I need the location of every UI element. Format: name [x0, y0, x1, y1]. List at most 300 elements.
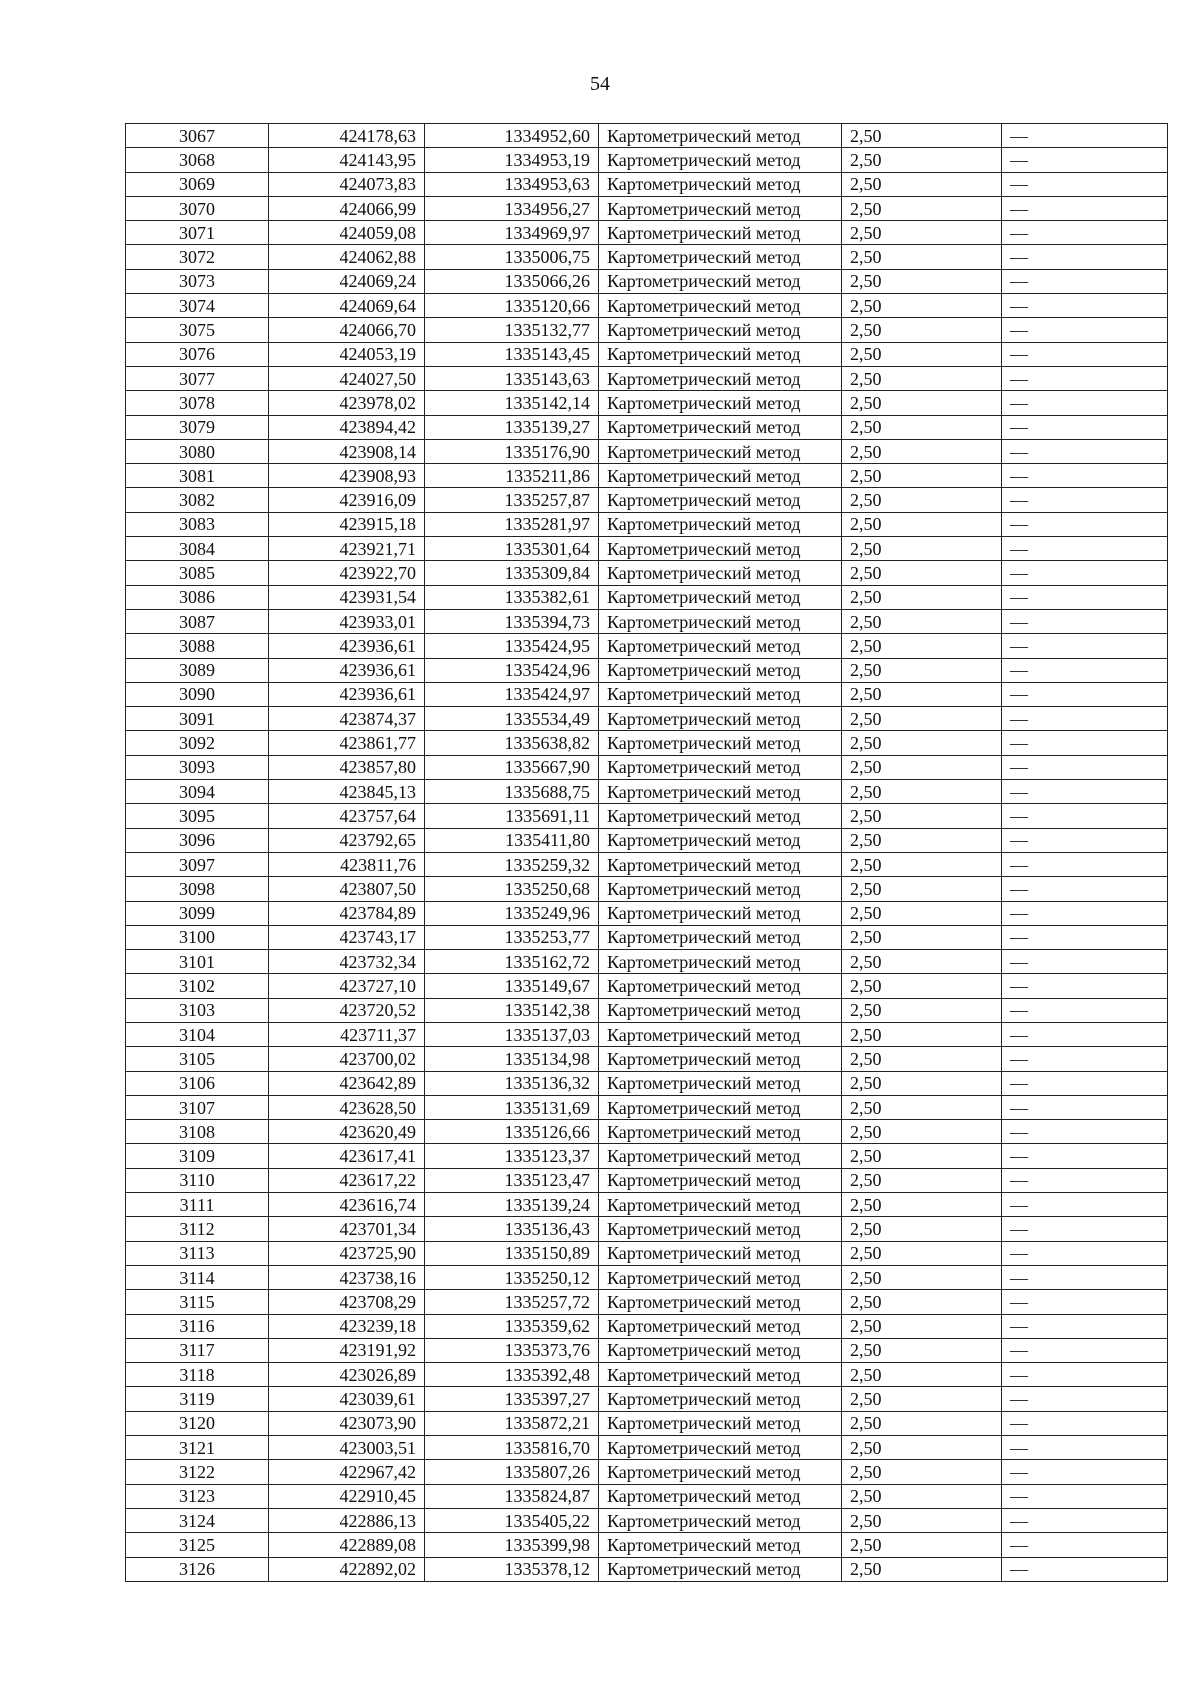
table-row: [126, 537, 1168, 561]
method-cell: Картометрический метод: [599, 1387, 842, 1411]
page-number: 54: [590, 73, 610, 95]
y-coordinate-cell: 1335250,68: [425, 877, 599, 901]
point-number-cell: 3078: [126, 391, 269, 415]
x-coordinate-cell: 423727,10: [269, 974, 425, 998]
table-row: [126, 512, 1168, 536]
method-cell: Картометрический метод: [599, 342, 842, 366]
accuracy-cell: 2,50: [842, 366, 1002, 390]
y-coordinate-cell: 1335139,24: [425, 1193, 599, 1217]
method-cell: Картометрический метод: [599, 366, 842, 390]
point-number-cell: 3082: [126, 488, 269, 512]
accuracy-cell: 2,50: [842, 1363, 1002, 1387]
point-number-cell: 3092: [126, 731, 269, 755]
note-cell: —: [1002, 1095, 1168, 1119]
note-cell: —: [1002, 342, 1168, 366]
note-cell: —: [1002, 512, 1168, 536]
table-row: [126, 1047, 1168, 1071]
note-cell: —: [1002, 1436, 1168, 1460]
table-row: [126, 1071, 1168, 1095]
point-number-cell: 3109: [126, 1144, 269, 1168]
y-coordinate-cell: 1335136,43: [425, 1217, 599, 1241]
note-cell: —: [1002, 488, 1168, 512]
table-row: [126, 804, 1168, 828]
y-coordinate-cell: 1335134,98: [425, 1047, 599, 1071]
point-number-cell: 3113: [126, 1241, 269, 1265]
method-cell: Картометрический метод: [599, 1290, 842, 1314]
y-coordinate-cell: 1335359,62: [425, 1314, 599, 1338]
x-coordinate-cell: 423732,34: [269, 950, 425, 974]
y-coordinate-cell: 1335816,70: [425, 1436, 599, 1460]
note-cell: —: [1002, 901, 1168, 925]
y-coordinate-cell: 1334953,63: [425, 172, 599, 196]
table-row: [126, 1217, 1168, 1241]
note-cell: —: [1002, 1193, 1168, 1217]
y-coordinate-cell: 1335162,72: [425, 950, 599, 974]
table-row: [126, 950, 1168, 974]
table-row: [126, 1193, 1168, 1217]
method-cell: Картометрический метод: [599, 561, 842, 585]
note-cell: —: [1002, 366, 1168, 390]
point-number-cell: 3110: [126, 1168, 269, 1192]
note-cell: —: [1002, 585, 1168, 609]
method-cell: Картометрический метод: [599, 124, 842, 148]
accuracy-cell: 2,50: [842, 512, 1002, 536]
table-row: [126, 682, 1168, 706]
note-cell: —: [1002, 682, 1168, 706]
x-coordinate-cell: 423725,90: [269, 1241, 425, 1265]
accuracy-cell: 2,50: [842, 1217, 1002, 1241]
note-cell: —: [1002, 804, 1168, 828]
method-cell: Картометрический метод: [599, 1217, 842, 1241]
x-coordinate-cell: 422967,42: [269, 1460, 425, 1484]
note-cell: —: [1002, 1071, 1168, 1095]
method-cell: Картометрический метод: [599, 950, 842, 974]
y-coordinate-cell: 1335392,48: [425, 1363, 599, 1387]
x-coordinate-cell: 424053,19: [269, 342, 425, 366]
x-coordinate-cell: 423922,70: [269, 561, 425, 585]
point-number-cell: 3122: [126, 1460, 269, 1484]
method-cell: Картометрический метод: [599, 1071, 842, 1095]
table-row: [126, 852, 1168, 876]
method-cell: Картометрический метод: [599, 974, 842, 998]
method-cell: Картометрический метод: [599, 828, 842, 852]
table-row: [126, 731, 1168, 755]
accuracy-cell: 2,50: [842, 1120, 1002, 1144]
y-coordinate-cell: 1335824,87: [425, 1484, 599, 1508]
point-number-cell: 3100: [126, 925, 269, 949]
accuracy-cell: 2,50: [842, 609, 1002, 633]
note-cell: —: [1002, 221, 1168, 245]
x-coordinate-cell: 423711,37: [269, 1022, 425, 1046]
point-number-cell: 3103: [126, 998, 269, 1022]
note-cell: —: [1002, 1533, 1168, 1557]
table-row: [126, 1168, 1168, 1192]
note-cell: —: [1002, 294, 1168, 318]
table-row: [126, 1411, 1168, 1435]
y-coordinate-cell: 1335006,75: [425, 245, 599, 269]
accuracy-cell: 2,50: [842, 925, 1002, 949]
accuracy-cell: 2,50: [842, 901, 1002, 925]
method-cell: Картометрический метод: [599, 925, 842, 949]
note-cell: —: [1002, 1265, 1168, 1289]
point-number-cell: 3074: [126, 294, 269, 318]
x-coordinate-cell: 423239,18: [269, 1314, 425, 1338]
accuracy-cell: 2,50: [842, 1387, 1002, 1411]
point-number-cell: 3096: [126, 828, 269, 852]
y-coordinate-cell: 1335150,89: [425, 1241, 599, 1265]
accuracy-cell: 2,50: [842, 950, 1002, 974]
y-coordinate-cell: 1335149,67: [425, 974, 599, 998]
x-coordinate-cell: 423908,14: [269, 439, 425, 463]
y-coordinate-cell: 1335132,77: [425, 318, 599, 342]
method-cell: Картометрический метод: [599, 1265, 842, 1289]
x-coordinate-cell: 423738,16: [269, 1265, 425, 1289]
point-number-cell: 3072: [126, 245, 269, 269]
method-cell: Картометрический метод: [599, 901, 842, 925]
table-row: [126, 1387, 1168, 1411]
method-cell: Картометрический метод: [599, 1508, 842, 1532]
accuracy-cell: 2,50: [842, 464, 1002, 488]
y-coordinate-cell: 1335176,90: [425, 439, 599, 463]
method-cell: Картометрический метод: [599, 172, 842, 196]
table-row: [126, 1290, 1168, 1314]
table-row: [126, 366, 1168, 390]
table-row: [126, 464, 1168, 488]
note-cell: —: [1002, 1363, 1168, 1387]
x-coordinate-cell: 424062,88: [269, 245, 425, 269]
table-row: [126, 901, 1168, 925]
accuracy-cell: 2,50: [842, 780, 1002, 804]
table-row: [126, 925, 1168, 949]
method-cell: Картометрический метод: [599, 1193, 842, 1217]
method-cell: Картометрический метод: [599, 998, 842, 1022]
accuracy-cell: 2,50: [842, 1484, 1002, 1508]
point-number-cell: 3084: [126, 537, 269, 561]
point-number-cell: 3095: [126, 804, 269, 828]
accuracy-cell: 2,50: [842, 1508, 1002, 1532]
note-cell: —: [1002, 1217, 1168, 1241]
x-coordinate-cell: 423933,01: [269, 609, 425, 633]
point-number-cell: 3077: [126, 366, 269, 390]
table-row: [126, 828, 1168, 852]
accuracy-cell: 2,50: [842, 852, 1002, 876]
table-row: [126, 148, 1168, 172]
point-number-cell: 3105: [126, 1047, 269, 1071]
accuracy-cell: 2,50: [842, 318, 1002, 342]
table-row: [126, 658, 1168, 682]
x-coordinate-cell: 423616,74: [269, 1193, 425, 1217]
point-number-cell: 3116: [126, 1314, 269, 1338]
y-coordinate-cell: 1335126,66: [425, 1120, 599, 1144]
accuracy-cell: 2,50: [842, 682, 1002, 706]
point-number-cell: 3108: [126, 1120, 269, 1144]
method-cell: Картометрический метод: [599, 439, 842, 463]
accuracy-cell: 2,50: [842, 1411, 1002, 1435]
note-cell: —: [1002, 950, 1168, 974]
x-coordinate-cell: 424178,63: [269, 124, 425, 148]
table-row: [126, 1508, 1168, 1532]
x-coordinate-cell: 423620,49: [269, 1120, 425, 1144]
x-coordinate-cell: 424066,99: [269, 196, 425, 220]
accuracy-cell: 2,50: [842, 1144, 1002, 1168]
x-coordinate-cell: 424066,70: [269, 318, 425, 342]
note-cell: —: [1002, 391, 1168, 415]
table-row: [126, 488, 1168, 512]
note-cell: —: [1002, 1047, 1168, 1071]
point-number-cell: 3091: [126, 707, 269, 731]
y-coordinate-cell: 1335131,69: [425, 1095, 599, 1119]
note-cell: —: [1002, 148, 1168, 172]
accuracy-cell: 2,50: [842, 415, 1002, 439]
y-coordinate-cell: 1335382,61: [425, 585, 599, 609]
y-coordinate-cell: 1335139,27: [425, 415, 599, 439]
method-cell: Картометрический метод: [599, 682, 842, 706]
y-coordinate-cell: 1334953,19: [425, 148, 599, 172]
note-cell: —: [1002, 707, 1168, 731]
point-number-cell: 3093: [126, 755, 269, 779]
method-cell: Картометрический метод: [599, 1557, 842, 1581]
note-cell: —: [1002, 269, 1168, 293]
x-coordinate-cell: 423915,18: [269, 512, 425, 536]
accuracy-cell: 2,50: [842, 658, 1002, 682]
method-cell: Картометрический метод: [599, 1460, 842, 1484]
y-coordinate-cell: 1335309,84: [425, 561, 599, 585]
method-cell: Картометрический метод: [599, 318, 842, 342]
method-cell: Картометрический метод: [599, 294, 842, 318]
point-number-cell: 3097: [126, 852, 269, 876]
y-coordinate-cell: 1334952,60: [425, 124, 599, 148]
accuracy-cell: 2,50: [842, 221, 1002, 245]
x-coordinate-cell: 423757,64: [269, 804, 425, 828]
note-cell: —: [1002, 998, 1168, 1022]
note-cell: —: [1002, 464, 1168, 488]
y-coordinate-cell: 1335136,32: [425, 1071, 599, 1095]
x-coordinate-cell: 424069,64: [269, 294, 425, 318]
y-coordinate-cell: 1335667,90: [425, 755, 599, 779]
y-coordinate-cell: 1335872,21: [425, 1411, 599, 1435]
method-cell: Картометрический метод: [599, 488, 842, 512]
note-cell: —: [1002, 561, 1168, 585]
table-row: [126, 1265, 1168, 1289]
note-cell: —: [1002, 1338, 1168, 1362]
accuracy-cell: 2,50: [842, 755, 1002, 779]
x-coordinate-cell: 423916,09: [269, 488, 425, 512]
method-cell: Картометрический метод: [599, 609, 842, 633]
table-row: [126, 1557, 1168, 1581]
note-cell: —: [1002, 974, 1168, 998]
x-coordinate-cell: 423894,42: [269, 415, 425, 439]
x-coordinate-cell: 423857,80: [269, 755, 425, 779]
x-coordinate-cell: 424027,50: [269, 366, 425, 390]
note-cell: —: [1002, 852, 1168, 876]
method-cell: Картометрический метод: [599, 585, 842, 609]
table-row: [126, 439, 1168, 463]
x-coordinate-cell: 423617,41: [269, 1144, 425, 1168]
table-row: [126, 245, 1168, 269]
accuracy-cell: 2,50: [842, 1338, 1002, 1362]
accuracy-cell: 2,50: [842, 1460, 1002, 1484]
table-row: [126, 780, 1168, 804]
note-cell: —: [1002, 172, 1168, 196]
y-coordinate-cell: 1335301,64: [425, 537, 599, 561]
table-row: [126, 1533, 1168, 1557]
method-cell: Картометрический метод: [599, 755, 842, 779]
coordinates-table-body: [126, 124, 1168, 1582]
method-cell: Картометрический метод: [599, 464, 842, 488]
method-cell: Картометрический метод: [599, 1363, 842, 1387]
point-number-cell: 3083: [126, 512, 269, 536]
x-coordinate-cell: 423701,34: [269, 1217, 425, 1241]
coordinates-table: [125, 123, 1168, 1582]
y-coordinate-cell: 1335534,49: [425, 707, 599, 731]
y-coordinate-cell: 1335249,96: [425, 901, 599, 925]
method-cell: Картометрический метод: [599, 1314, 842, 1338]
point-number-cell: 3087: [126, 609, 269, 633]
x-coordinate-cell: 424059,08: [269, 221, 425, 245]
method-cell: Картометрический метод: [599, 269, 842, 293]
table-row: [126, 318, 1168, 342]
note-cell: —: [1002, 1460, 1168, 1484]
y-coordinate-cell: 1335394,73: [425, 609, 599, 633]
y-coordinate-cell: 1335424,97: [425, 682, 599, 706]
y-coordinate-cell: 1335137,03: [425, 1022, 599, 1046]
accuracy-cell: 2,50: [842, 245, 1002, 269]
accuracy-cell: 2,50: [842, 294, 1002, 318]
point-number-cell: 3073: [126, 269, 269, 293]
table-row: [126, 755, 1168, 779]
table-row: [126, 269, 1168, 293]
y-coordinate-cell: 1335688,75: [425, 780, 599, 804]
note-cell: —: [1002, 439, 1168, 463]
point-number-cell: 3126: [126, 1557, 269, 1581]
note-cell: —: [1002, 415, 1168, 439]
accuracy-cell: 2,50: [842, 1022, 1002, 1046]
accuracy-cell: 2,50: [842, 561, 1002, 585]
x-coordinate-cell: 423720,52: [269, 998, 425, 1022]
accuracy-cell: 2,50: [842, 439, 1002, 463]
method-cell: Картометрический метод: [599, 1022, 842, 1046]
table-row: [126, 974, 1168, 998]
note-cell: —: [1002, 1120, 1168, 1144]
accuracy-cell: 2,50: [842, 1290, 1002, 1314]
table-row: [126, 1120, 1168, 1144]
point-number-cell: 3115: [126, 1290, 269, 1314]
point-number-cell: 3117: [126, 1338, 269, 1362]
table-row: [126, 585, 1168, 609]
point-number-cell: 3111: [126, 1193, 269, 1217]
accuracy-cell: 2,50: [842, 1095, 1002, 1119]
method-cell: Картометрический метод: [599, 852, 842, 876]
accuracy-cell: 2,50: [842, 1265, 1002, 1289]
x-coordinate-cell: 423845,13: [269, 780, 425, 804]
x-coordinate-cell: 423073,90: [269, 1411, 425, 1435]
x-coordinate-cell: 422892,02: [269, 1557, 425, 1581]
y-coordinate-cell: 1335405,22: [425, 1508, 599, 1532]
table-row: [126, 1314, 1168, 1338]
y-coordinate-cell: 1335399,98: [425, 1533, 599, 1557]
accuracy-cell: 2,50: [842, 1314, 1002, 1338]
table-row: [126, 707, 1168, 731]
x-coordinate-cell: 423807,50: [269, 877, 425, 901]
accuracy-cell: 2,50: [842, 707, 1002, 731]
accuracy-cell: 2,50: [842, 998, 1002, 1022]
point-number-cell: 3080: [126, 439, 269, 463]
x-coordinate-cell: 423936,61: [269, 682, 425, 706]
x-coordinate-cell: 424073,83: [269, 172, 425, 196]
method-cell: Картометрический метод: [599, 148, 842, 172]
point-number-cell: 3123: [126, 1484, 269, 1508]
method-cell: Картометрический метод: [599, 1120, 842, 1144]
note-cell: —: [1002, 124, 1168, 148]
x-coordinate-cell: 423931,54: [269, 585, 425, 609]
x-coordinate-cell: 423792,65: [269, 828, 425, 852]
y-coordinate-cell: 1335250,12: [425, 1265, 599, 1289]
point-number-cell: 3124: [126, 1508, 269, 1532]
point-number-cell: 3067: [126, 124, 269, 148]
accuracy-cell: 2,50: [842, 1193, 1002, 1217]
y-coordinate-cell: 1335211,86: [425, 464, 599, 488]
point-number-cell: 3121: [126, 1436, 269, 1460]
table-row: [126, 1022, 1168, 1046]
point-number-cell: 3099: [126, 901, 269, 925]
y-coordinate-cell: 1334969,97: [425, 221, 599, 245]
x-coordinate-cell: 423708,29: [269, 1290, 425, 1314]
y-coordinate-cell: 1335143,63: [425, 366, 599, 390]
point-number-cell: 3075: [126, 318, 269, 342]
y-coordinate-cell: 1335259,32: [425, 852, 599, 876]
note-cell: —: [1002, 1144, 1168, 1168]
table-row: [126, 609, 1168, 633]
x-coordinate-cell: 423191,92: [269, 1338, 425, 1362]
table-row: [126, 196, 1168, 220]
point-number-cell: 3089: [126, 658, 269, 682]
y-coordinate-cell: 1335120,66: [425, 294, 599, 318]
table-row: [126, 1436, 1168, 1460]
accuracy-cell: 2,50: [842, 391, 1002, 415]
accuracy-cell: 2,50: [842, 828, 1002, 852]
y-coordinate-cell: 1335253,77: [425, 925, 599, 949]
point-number-cell: 3069: [126, 172, 269, 196]
method-cell: Картометрический метод: [599, 1047, 842, 1071]
x-coordinate-cell: 423039,61: [269, 1387, 425, 1411]
x-coordinate-cell: 422886,13: [269, 1508, 425, 1532]
y-coordinate-cell: 1335411,80: [425, 828, 599, 852]
table-row: [126, 172, 1168, 196]
table-row: [126, 415, 1168, 439]
method-cell: Картометрический метод: [599, 1095, 842, 1119]
accuracy-cell: 2,50: [842, 1557, 1002, 1581]
table-row: [126, 877, 1168, 901]
accuracy-cell: 2,50: [842, 488, 1002, 512]
point-number-cell: 3079: [126, 415, 269, 439]
note-cell: —: [1002, 196, 1168, 220]
note-cell: —: [1002, 245, 1168, 269]
point-number-cell: 3120: [126, 1411, 269, 1435]
x-coordinate-cell: 423003,51: [269, 1436, 425, 1460]
note-cell: —: [1002, 1484, 1168, 1508]
method-cell: Картометрический метод: [599, 707, 842, 731]
y-coordinate-cell: 1335142,38: [425, 998, 599, 1022]
table-row: [126, 294, 1168, 318]
table-row: [126, 391, 1168, 415]
accuracy-cell: 2,50: [842, 1168, 1002, 1192]
y-coordinate-cell: 1335424,96: [425, 658, 599, 682]
accuracy-cell: 2,50: [842, 172, 1002, 196]
accuracy-cell: 2,50: [842, 877, 1002, 901]
point-number-cell: 3102: [126, 974, 269, 998]
x-coordinate-cell: 423743,17: [269, 925, 425, 949]
table-row: [126, 1095, 1168, 1119]
